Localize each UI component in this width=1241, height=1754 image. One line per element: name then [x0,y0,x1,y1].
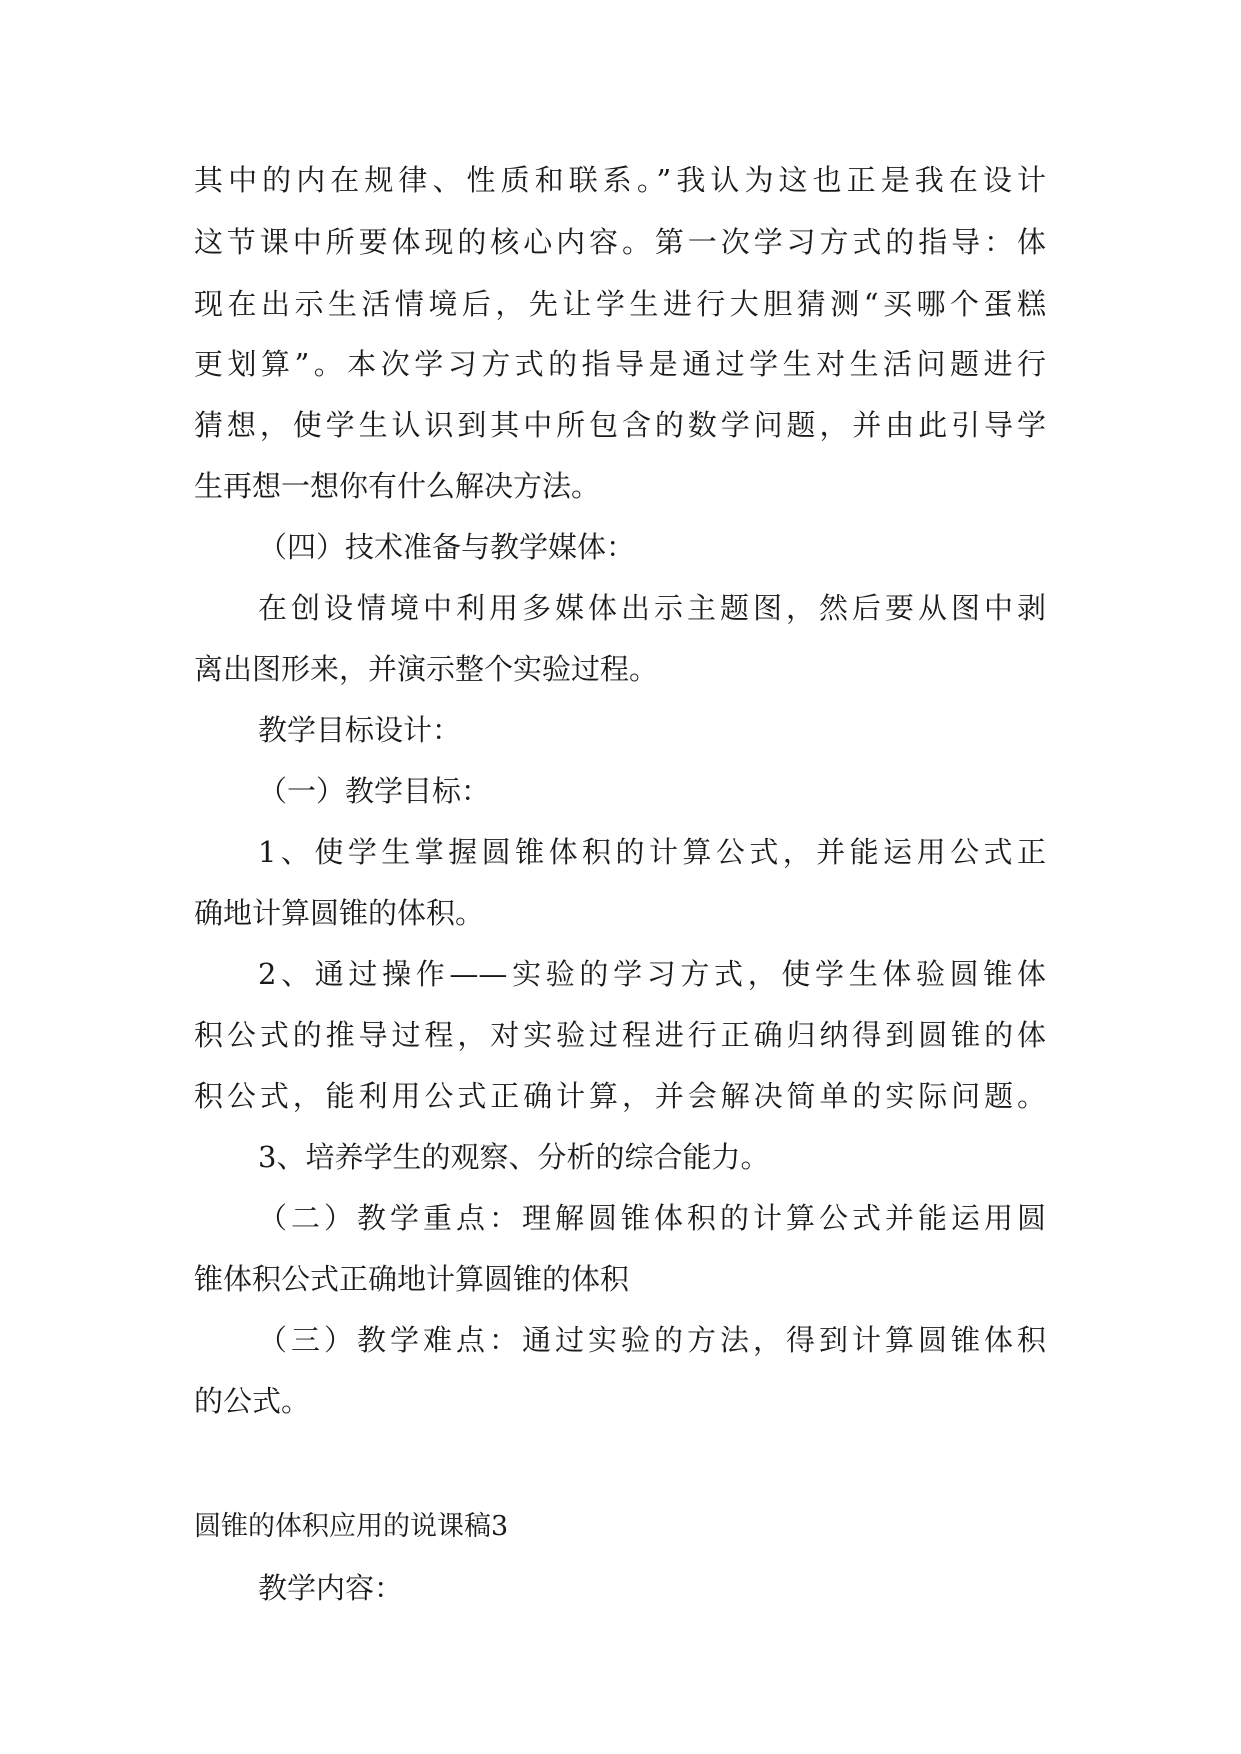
paragraph-line: 在创设情境中利用多媒体出示主题图，然后要从图中剥 [258,591,1046,625]
document-title: 圆锥的体积应用的说课稿3 [194,1511,509,1542]
section-heading: （二）教学重点：理解圆锥体积的计算公式并能运用圆 [258,1201,1046,1235]
list-item: 1、使学生掌握圆锥体积的计算公式，并能运用公式正 [258,835,1046,869]
paragraph-line: 积公式的推导过程，对实验过程进行正确归纳得到圆锥的体 [194,1018,1046,1052]
list-item: 3、培养学生的观察、分析的综合能力。 [258,1140,770,1174]
paragraph-line: 这节课中所要体现的核心内容。第一次学习方式的指导：体 [194,225,1046,259]
paragraph-line: 猜想，使学生认识到其中所包含的数学问题，并由此引导学 [194,408,1046,442]
section-heading: 教学内容： [258,1571,404,1605]
paragraph-line: 更划算”。本次学习方式的指导是通过学生对生活问题进行 [194,347,1046,381]
paragraph-line: 确地计算圆锥的体积。 [194,896,485,930]
paragraph-line: 生再想一想你有什么解决方法。 [194,469,601,503]
section-heading: （三）教学难点：通过实验的方法，得到计算圆锥体积 [258,1323,1046,1357]
paragraph-line: 的公式。 [194,1384,311,1418]
paragraph-line: 现在出示生活情境后，先让学生进行大胆猜测“买哪个蛋糕 [194,287,1046,321]
section-heading: （四）技术准备与教学媒体： [258,530,636,564]
list-item: 2、通过操作——实验的学习方式，使学生体验圆锥体 [258,957,1046,991]
paragraph-line: 积公式，能利用公式正确计算，并会解决简单的实际问题。 [194,1079,1046,1113]
paragraph-line: 离出图形来，并演示整个实验过程。 [194,652,659,686]
paragraph-line: 其中的内在规律、性质和联系。”我认为这也正是我在设计 [194,163,1046,197]
section-heading: （一）教学目标： [258,774,491,808]
section-heading: 教学目标设计： [258,713,462,747]
paragraph-line: 锥体积公式正确地计算圆锥的体积 [194,1262,630,1296]
